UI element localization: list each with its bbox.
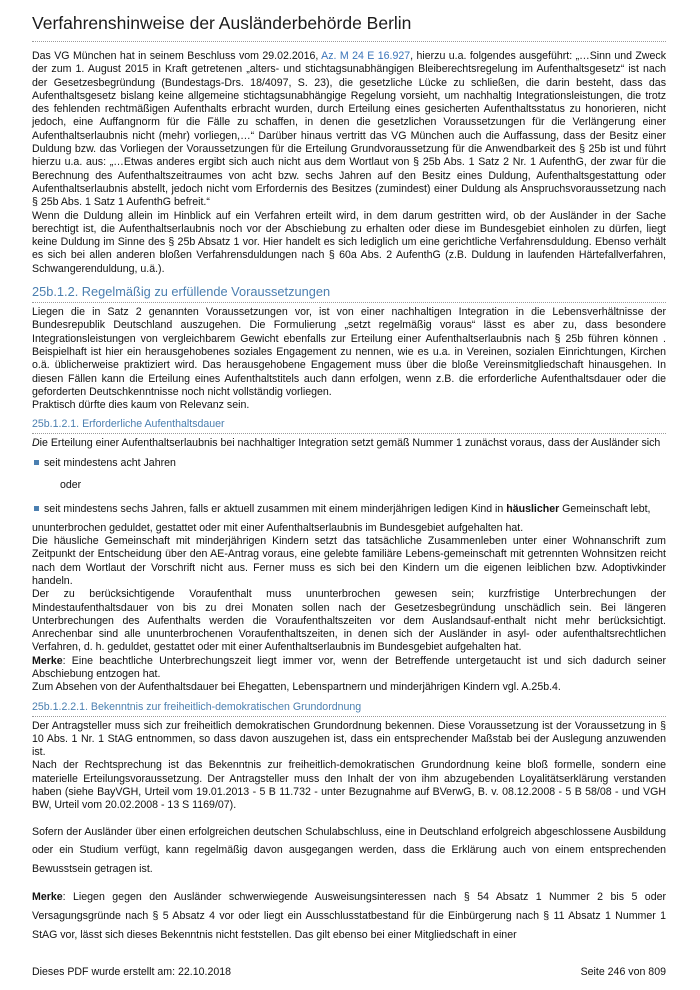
list-item: seit mindestens sechs Jahren, falls er aktuell zusammen mit einem minderjährigen ledigen Kind in häuslicher Gemeinschaft lebt, [32, 500, 666, 518]
section-25b-1-2-paragraph-2: Praktisch dürfte dies kaum von Relevanz sein. [32, 399, 250, 412]
page-title: Verfahrenshinweise der Ausländerbehörde Berlin [32, 10, 666, 42]
section-25b-1-2-1-paragraph-2: ununterbrochen geduldet, gestattet oder mit einer Aufenthaltserlaubnis im Bundesgebiet aufgehalten hat. [32, 521, 524, 534]
section-25b-1-2-1-paragraph-1: Die Erteilung einer Aufenthaltserlaubnis bei nachhaltiger Integration setzt gemäß Nummer 1 zunächst voraus, dass der Ausländer sich [32, 437, 661, 450]
section-25b-1-2-2-1-paragraph-2: Nach der Rechtsprechung ist das Bekenntnis zur freiheitlich-demokratischen Grundordnung keine bloß formelle, sondern eine materielle Erteilungsvoraussetzung. Der Antragsteller muss den Inhalt der von ihm abzugebenden Loyalitätserklärung verstanden haben (siehe BayVGH, Urteil vom 19.01.2013 - 5 B 11.732 - unter Bezugnahme auf BVerwG, B. v. 08.12.2008 - 5 B 58/08 - und VGH BW, Urteil vom 20.02.2008 - 13 S 1169/07). [32, 759, 666, 812]
page-number: Seite 246 von 809 [580, 966, 666, 978]
bullet-icon [34, 460, 39, 465]
creation-date: Dieses PDF wurde erstellt am: 22.10.2018 [32, 966, 232, 978]
section-heading-25b-1-2-1: 25b.1.2.1. Erforderliche Aufenthaltsdauer [32, 417, 666, 434]
duration-list [32, 454, 666, 472]
section-25b-1-2-1-paragraph-4: Der zu berücksichtigende Voraufenthalt muss ununterbrochen gewesen sein; kurzfristige Unterbrechungen der Mindestaufenthaltsdauer von bis zu drei Monaten sollen nach der Gesetzesbegründung unschädlich sein. Bei längeren Unterbrechungen des Aufenthalts werden die Voraufenthaltszeiten vor dem Auslandsauf-enthalt nicht mehr berücksichtigt. Anrechenbar sind alle ununterbrochenen Voraufenthaltszeiten, in denen sich der Ausländer in asyl- oder aufenthaltsrechtlichen Verfahren, d. h. geduldet, gestattet oder mit einer Aufenthaltserlaubnis im Bundesgebiet aufgehalten hat. [32, 588, 666, 654]
duration-list-2 [32, 500, 666, 518]
document-page [32, 0, 666, 944]
section-25b-1-2-2-1-note: Merke: Liegen gegen den Ausländer schwerwiegende Ausweisungsinteressen nach § 54 Absatz 1 Nummer 2 bis 5 oder Versagungsgründe nach § 5 Absatz 4 vor oder liegt ein Ausschlusstatbestand für die Einbürgerung nach § 11 Absatz 1 Nummer 1 StAG vor, lässt sich dieses Bekenntnis nicht feststellen. Das gilt ebenso bei einer Mitgliedschaft in einer [32, 891, 666, 941]
intro-paragraph-2: Wenn die Duldung allein im Hinblick auf ein Verfahren erteilt wird, in dem darum gestritten wird, ob der Ausländer in der Sache berechtigt ist, die Aufenthaltserlaubnis noch vor der Abschiebung zu erhalten oder diese im Bundesgebiet einholen zu dürfen, liegt keine Duldung im Sinne des § 25b Absatz 1 vor. Hier handelt es sich lediglich um eine gerichtliche Verfahrensduldung. Ebenso verhält es sich bei allen anderen bloßen Verfahrensduldungen nach § 60a Abs. 2 AufenthG (z.B. Duldung in laufenden Härtefallverfahren, Schwangerenduldung, u.ä.). [32, 209, 666, 275]
or-connector: oder [60, 478, 82, 491]
section-25b-1-2-paragraph-1: Liegen die in Satz 2 genannten Voraussetzungen vor, ist von einer nachhaltigen Integration in die Lebensverhältnisse der Bundesrepublik Deutschland auszugehen. Die Formulierung „setzt regelmäßig voraus“ lässt es aber zu, dass besondere Integrationsleistungen von vergleichbarem Gewicht ebenfalls zur Erteilung einer Aufenthaltserlaubnis nach § 25b führen können . Beispielhaft ist hier ein herausgehobenes soziales Engagement zu nennen, wie es u.a. in Vereinen, sozialen Einrichtungen, Kirchen o.ä. üblicherweise praktiziert wird. Das herausgehobene Engagement muss über die bloße Vereinsmitgliedschaft hinausgehen. In diesen Fällen kann die Erteilung eines Aufenthaltstitels auch dann erfolgen, wenn z.B. die erforderliche Aufenthaltsdauer oder die geforderten Deutschkenntnisse noch nicht vollständig vorliegen. [32, 306, 666, 398]
section-25b-1-2-2-1-paragraph-3: Sofern der Ausländer über einen erfolgreichen deutschen Schulabschluss, eine in Deutschland erfolgreich abgeschlossene Ausbildung oder ein Studium verfügt, kann regelmäßig davon ausgegangen werden, dass die Erklärung auch von einem entsprechenden Bewusstsein getragen ist. [32, 825, 666, 875]
section-heading-25b-1-2: 25b.1.2. Regelmäßig zu erfüllende Voraussetzungen [32, 283, 666, 303]
section-25b-1-2-1-note: Merke: Eine beachtliche Unterbrechungszeit liegt immer vor, wenn der Betreffende untergetaucht ist und sich dadurch seiner Abschiebung entzogen hat. [32, 654, 666, 680]
section-25b-1-2-1-paragraph-6: Zum Absehen von der Aufenthaltsdauer bei Ehegatten, Lebenspartnern und minderjährigen Kindern vgl. A.25b.4. [32, 681, 561, 694]
bullet-icon [34, 506, 39, 511]
section-25b-1-2-2-1-paragraph-1: Der Antragsteller muss sich zur freiheitlich demokratischen Grundordnung bekennen. Diese Voraussetzung ist der Voraussetzung in § 10 Abs. 1 Nr. 1 StAG entnommen, so dass davon auszugehen ist, dass ein entsprechender Maßstab bei der Auslegung anzuwenden ist. [32, 719, 666, 759]
intro-paragraph-1: Das VG München hat in seinem Beschluss vom 29.02.2016, Az. M 24 E 16.927, hierzu u.a. folgendes ausgeführt: „…Sinn und Zweck der zum 1. August 2015 in Kraft getretenen „alters- und stichtagsunabhängigen Bleiberechtsregelung im Aufenthaltsgesetz“ ist nach der Gesetzesbegründung (Bundestags-Drs. 18/4097, S. 23), die gesetzliche Lücke zu schließen, die darin besteht, dass das Aufenthaltsgesetz bislang keine allgemeine stichtagsunabhängige Regelung vorsieht, um nachhaltig Integrationsleistungen, die trotz des fehlenden rechtmäßigen Aufenthalts erbracht wurden, durch Erteilung eines gesicherten Aufenthaltsstatus zu honorieren, nicht jedoch, eine Auffangnorm für die Fälle zu schaffen, in denen die gesetzlichen Voraussetzungen für die Verlängerung einer Aufenthaltserlaubnis nicht (mehr) vorliegen,…“ Darüber hinaus vertritt das VG München auch die Auffassung, dass der Besitz einer Duldung bzw. das Vorliegen der Voraussetzungen für die Erteilung Grundvoraussetzung für die Anwendbarkeit des § 25b ist und führt hierzu u.a. aus: „…Etwas anderes ergibt sich auch nicht aus dem Wortlaut von § 25b Abs. 1 Satz 2 Nr. 1 AufenthG, der zwar für die Berechnung des Aufenthaltszeitraumes von acht bzw. sechs Jahren auf den Besitz eines Duldung, Aufenthaltsgestattung oder Aufenthaltserlaubnis abstellt, jedoch nicht vom Erfordernis des Besitzes (zumindest) einer Duldung als Anspruchsvoraussetzung nach § 25b Abs. 1 Satz 1 AufenthG befreit.“ [32, 50, 666, 209]
page-footer [32, 965, 666, 979]
court-file-link[interactable]: Az. M 24 E 16.927 [321, 50, 411, 62]
section-25b-1-2-1-paragraph-3: Die häusliche Gemeinschaft mit minderjährigen Kindern setzt das tatsächliche Zusammenleben unter einer Wohnanschrift zum Zeitpunkt der Entscheidung über den AE-Antrag voraus, eine gelebte familiäre Lebens-gemeinschaft mit getrennten Wohnsitzen reicht nach dem Wortlaut der Vorschrift nicht aus. Ferner muss es sich bei den Kindern um die eigenen leiblichen bzw. Adoptivkinder handeln. [32, 535, 666, 587]
section-heading-25b-1-2-2-1: 25b.1.2.2.1. Bekenntnis zur freiheitlich-demokratischen Grundordnung [32, 700, 666, 717]
list-item: seit mindestens acht Jahren [32, 454, 666, 472]
